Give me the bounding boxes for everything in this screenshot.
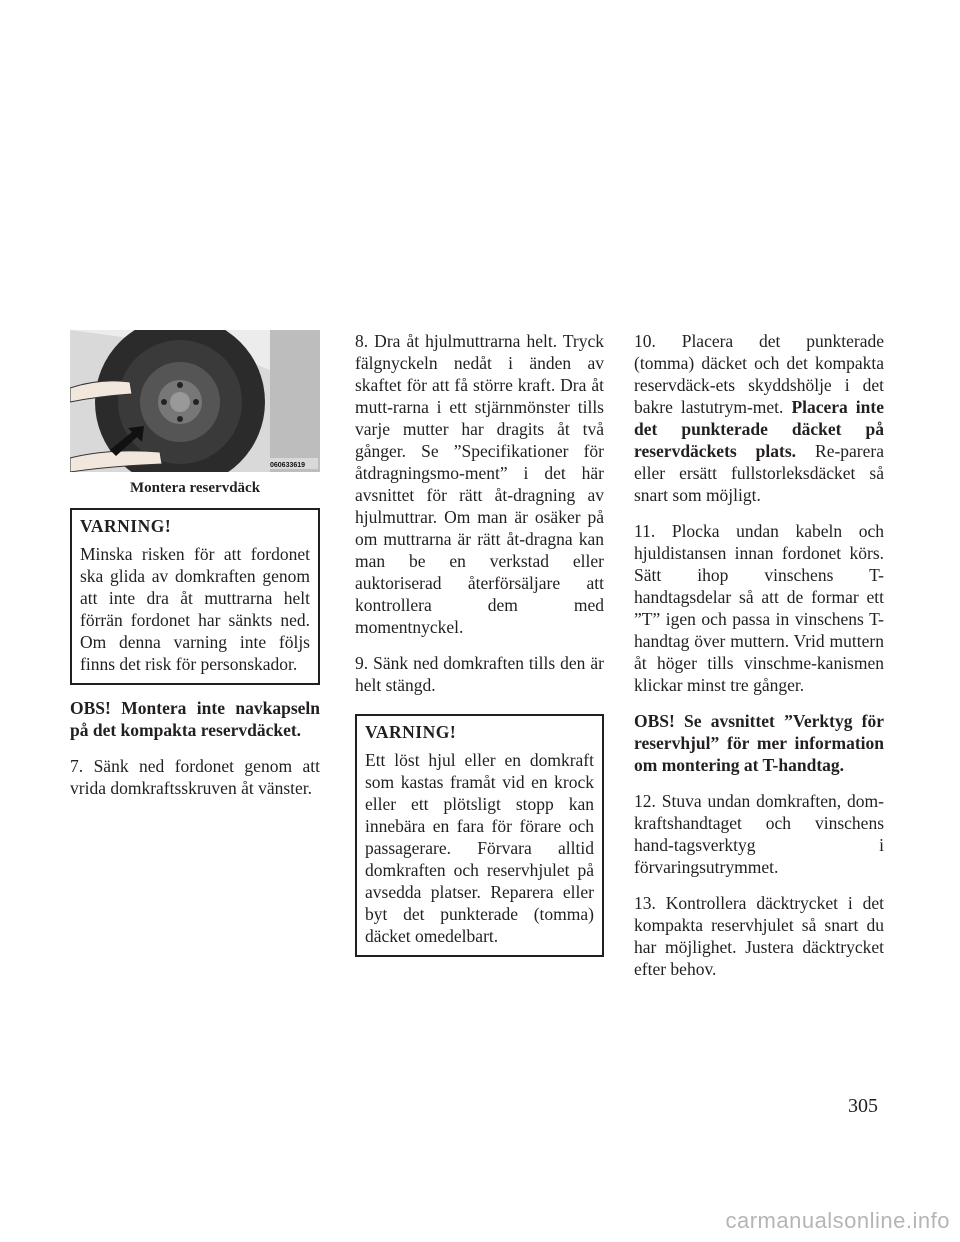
step-13: 13. Kontrollera däcktrycket i det kompakta reservhjulet så snart du har möjlighet. Justera däcktrycket efter behov. <box>634 893 884 979</box>
watermark: carmanualsonline.info <box>725 1208 950 1233</box>
warning-title: VARNING! <box>365 722 457 742</box>
warning-text: Ett löst hjul eller en domkraft som kastas framåt vid en krock eller ett plötsligt stopp kan innebära en fara för förare och passagerare. Förvara alltid domkraften och reservhjulet på avsedda platser. Reparera eller byt det punkterade (tomma) däcket omedelbart. <box>365 750 594 946</box>
warning-box-2 <box>355 714 604 957</box>
obs-note-1: OBS! Montera inte navkapseln på det kompakta reservdäcket. <box>70 698 320 740</box>
page-number: 305 <box>848 1095 878 1117</box>
column-2 <box>355 330 604 969</box>
step-8: 8. Dra åt hjulmuttrarna helt. Tryck fälgnyckeln nedåt i änden av skaftet för att få större kraft. Dra åt mutt-rarna i ett stjärnmönster tills varje mutter har dragits åt två gånger. Se ”Specifikationer för åtdragningsmo-ment” i det här avsnittet för rätt åt-dragning av hjulmuttrar. Om man är osäker på om muttrarna är rätt åt-dragna kan man be en verkstad eller auktoriserad återförsäljare att kontrollera dem med momentnyckel. <box>355 331 604 637</box>
figure-code: 060633619 <box>270 462 306 469</box>
warning-title: VARNING! <box>80 516 172 536</box>
step-10-text: 10. Placera det punkterade (tomma) däcket och det kompakta reservdäck-ets skyddshölje i det bakre lastutrym-met. <box>634 331 884 417</box>
spare-tire-figure <box>70 330 320 472</box>
step-7: 7. Sänk ned fordonet genom att vrida domkraftsskruven åt vänster. <box>70 756 320 798</box>
column-1 <box>70 330 320 813</box>
warning-box-1 <box>70 508 320 685</box>
step-11: 11. Plocka undan kabeln och hjuldistansen innan fordonet körs. Sätt ihop vinschens T-handtagsdelar så att de formar ett ”T” igen och passa in vinschens T-handtag över muttern. Vrid muttern åt höger tills vinschme-kanismen klickar minst tre gånger. <box>634 521 884 695</box>
step-10-bold: Placera inte det punkterade däcket på reservdäckets plats. <box>634 397 884 461</box>
step-12: 12. Stuva undan domkraften, dom-kraftshandtaget och vinschens hand-tagsverktyg i förvaringsutrymmet. <box>634 791 884 877</box>
step-9: 9. Sänk ned domkraften tills den är helt stängd. <box>355 653 604 695</box>
obs-note-2: OBS! Se avsnittet ”Verktyg för reservhjul” för mer information om montering at T-handtag. <box>634 711 884 775</box>
step-10-text2: Re-parera eller ersätt fullstorleksdäcket så snart som möjligt. <box>634 441 884 505</box>
figure-caption: Montera reservdäck <box>129 480 261 496</box>
column-3 <box>634 330 884 994</box>
step-10 <box>634 330 884 506</box>
spare-tire-illustration <box>70 330 320 472</box>
warning-text: Minska risken för att fordonet ska glida av domkraften genom att inte dra åt muttrarna helt förrän fordonet har sänkts ned. Om denna varning inte följs finns det risk för personskador. <box>80 544 310 674</box>
